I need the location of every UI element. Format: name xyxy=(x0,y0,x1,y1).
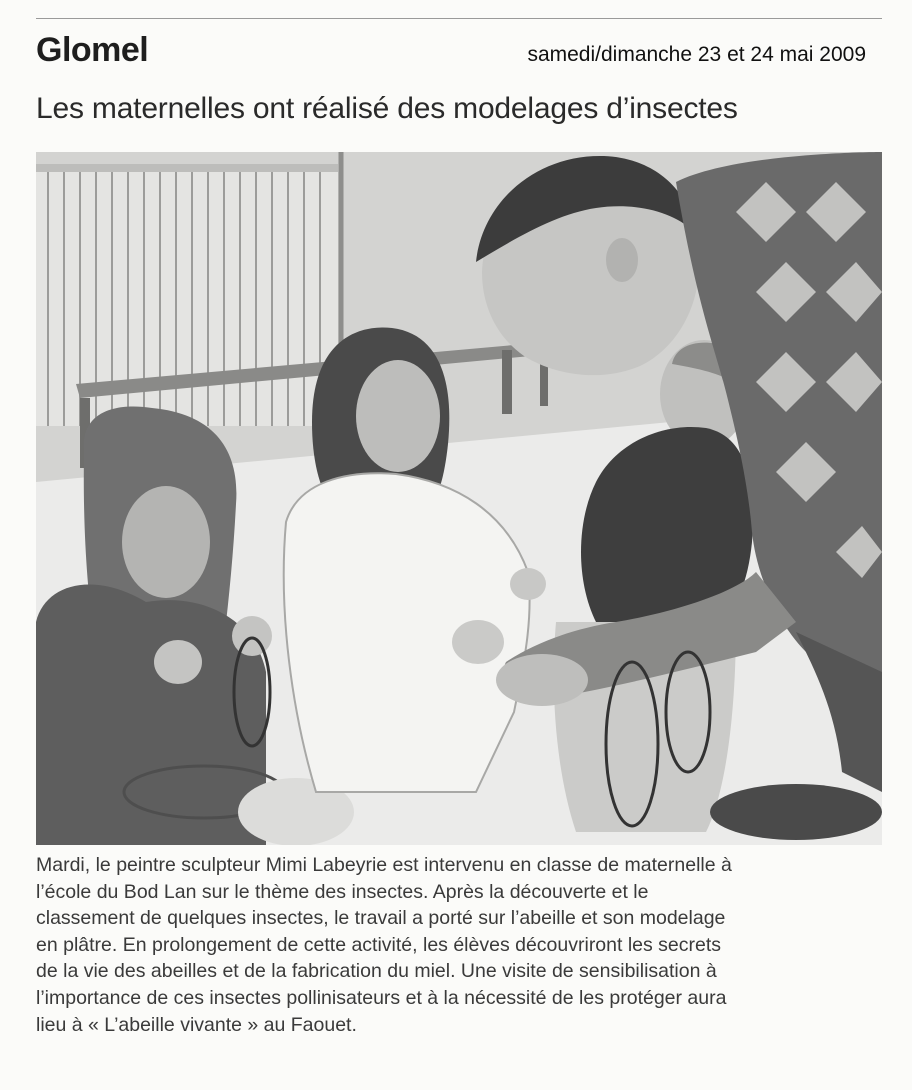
town-name: Glomel xyxy=(36,31,149,69)
publication-date: samedi/dimanche 23 et 24 mai 2009 xyxy=(527,43,866,66)
photo-illustration xyxy=(36,152,882,845)
caption-line: l’école du Bod Lan sur le thème des insectes. Après la découverte et le xyxy=(36,880,649,903)
photo-caption xyxy=(36,852,882,1038)
caption-line: de la vie des abeilles et de la fabrication du miel. Une visite de sensibilisation à xyxy=(36,960,717,983)
article-photo xyxy=(36,152,882,845)
caption-line: classement de quelques insectes, le travail a porté sur l’abeille et son modelage xyxy=(36,907,726,930)
caption-line: en plâtre. En prolongement de cette activité, les élèves découvriront les secrets xyxy=(36,933,722,956)
top-rule xyxy=(36,18,882,19)
caption-line: lieu à « L’abeille vivante » au Faouet. xyxy=(36,1013,357,1036)
caption-line: l’importance de ces insectes pollinisateurs et à la nécessité de les protéger aura xyxy=(36,986,727,1009)
headline: Les maternelles ont réalisé des modelages d’insectes xyxy=(36,92,738,125)
caption-line: Mardi, le peintre sculpteur Mimi Labeyrie est intervenu en classe de maternelle à xyxy=(36,854,732,876)
